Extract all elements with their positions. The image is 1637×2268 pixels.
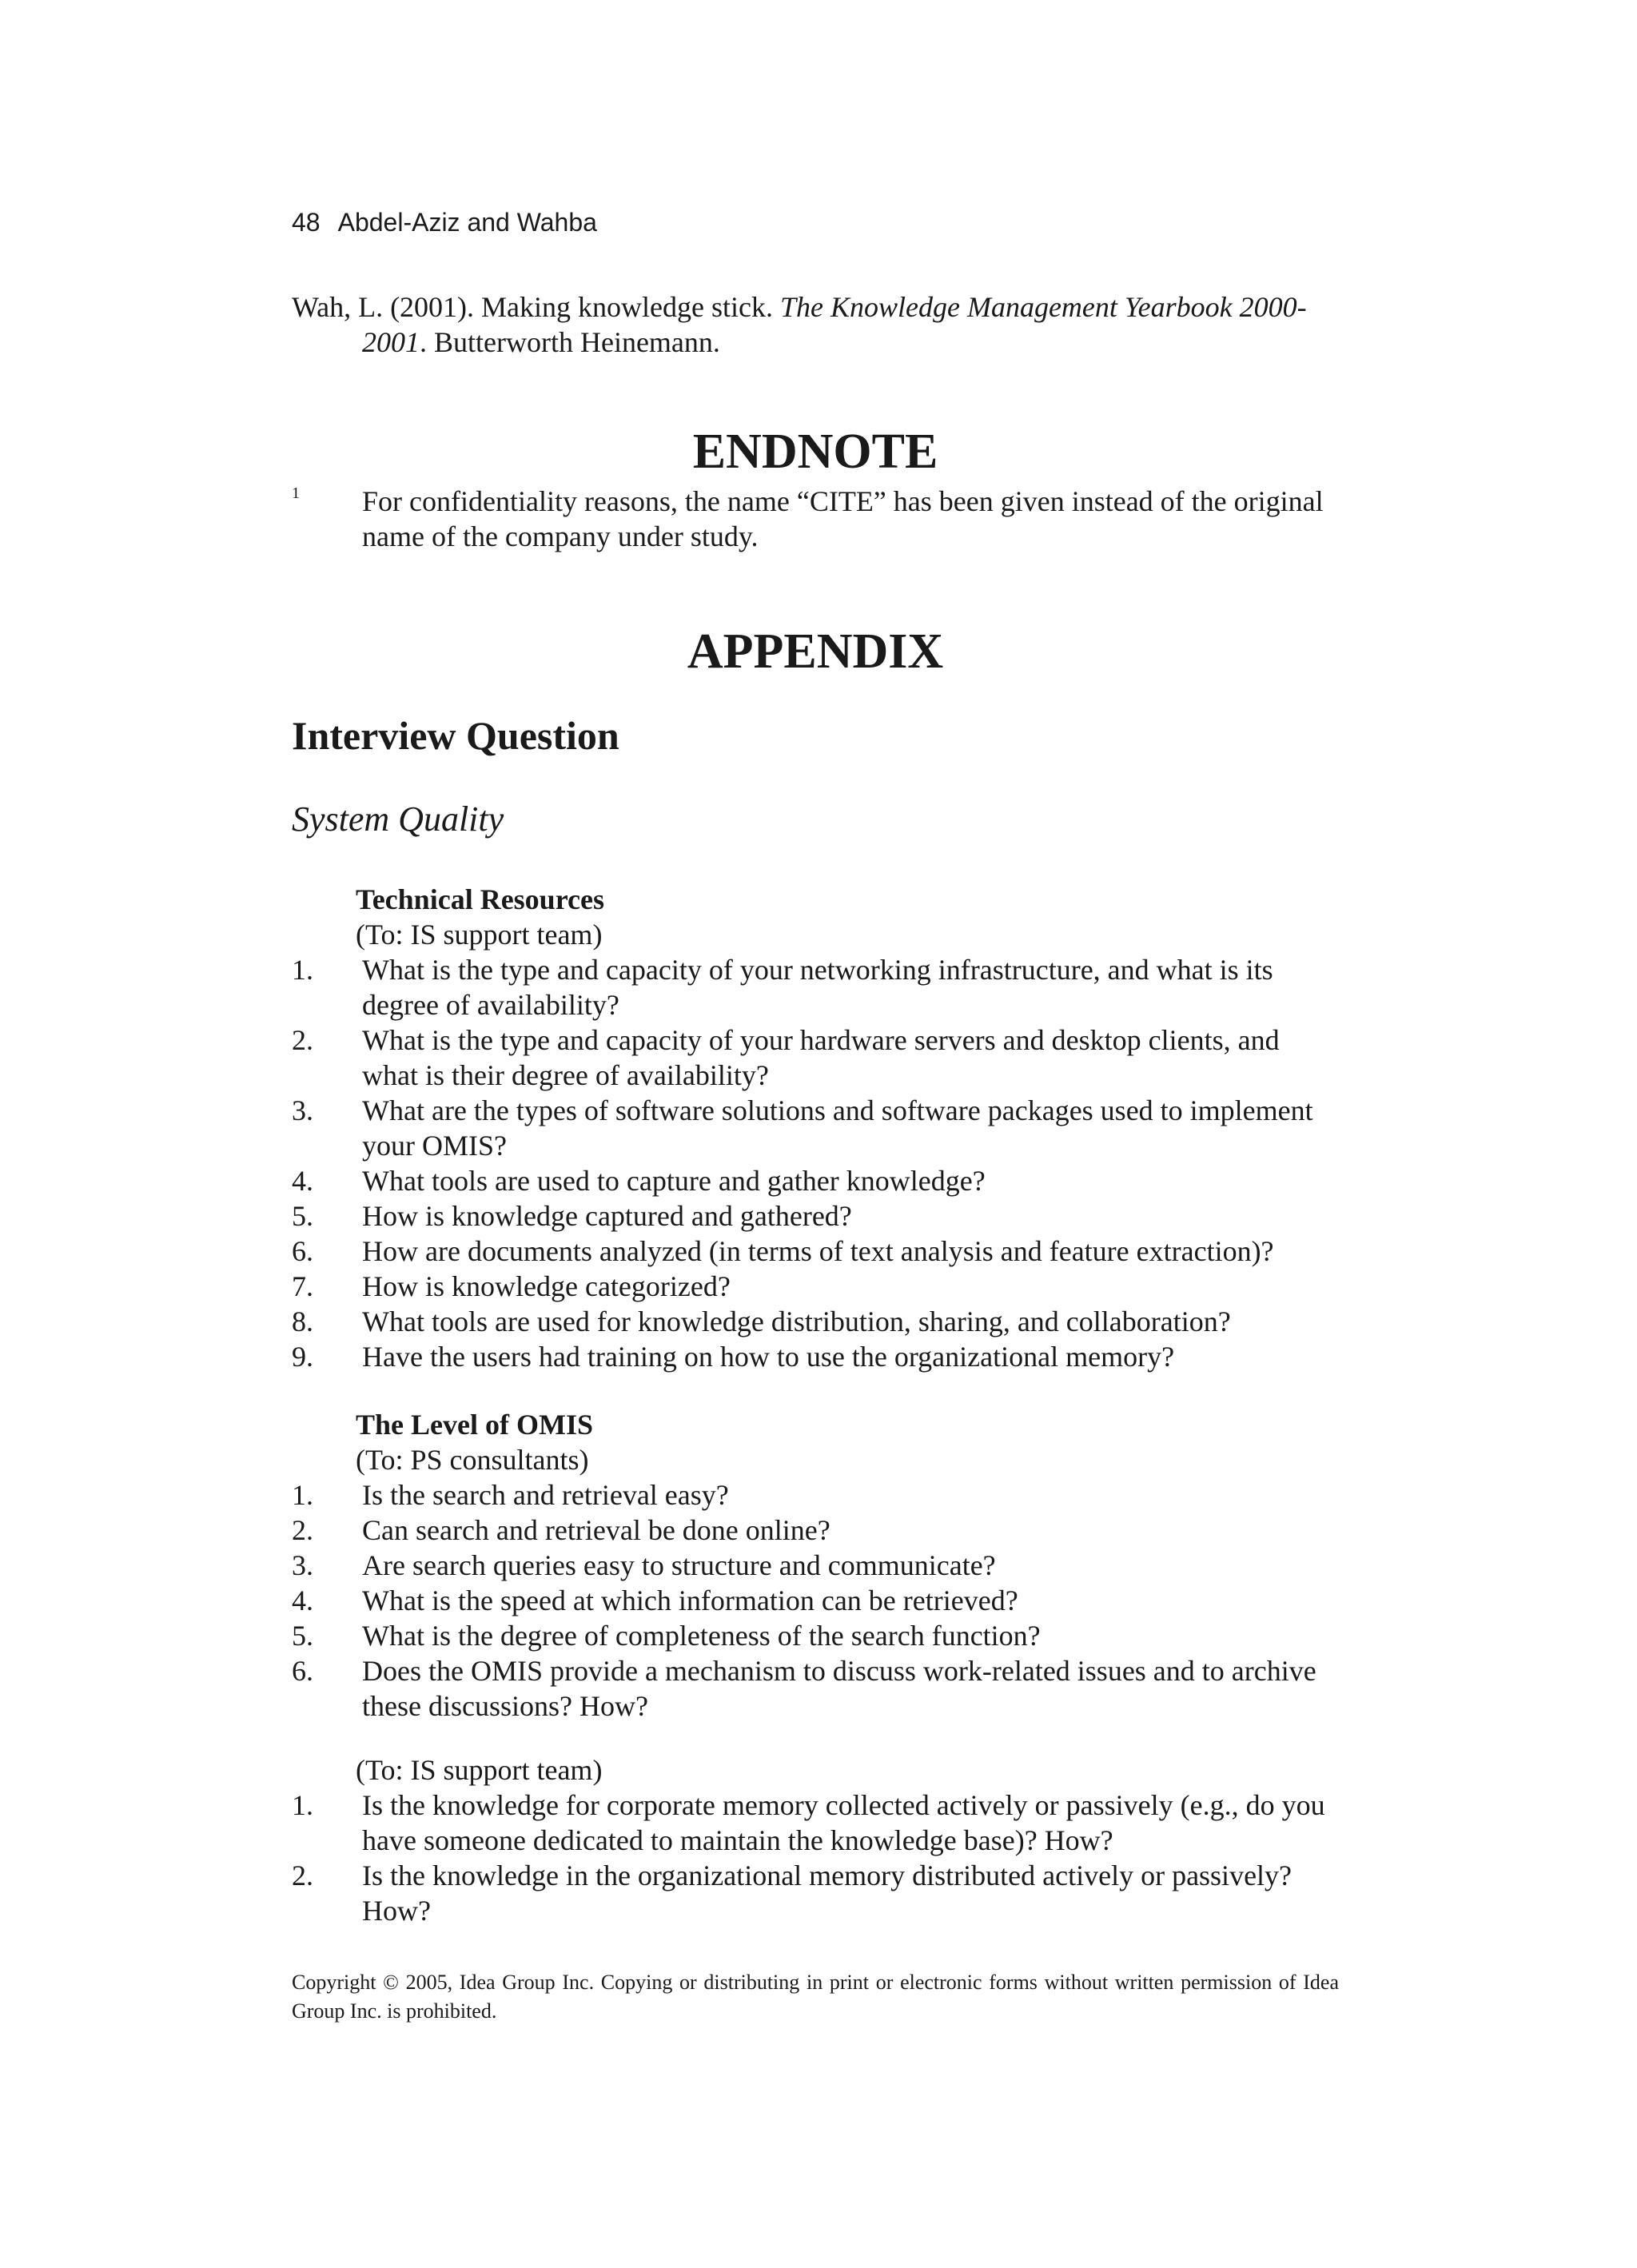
reference-entry bbox=[292, 289, 1339, 360]
list-item: 2. What is the type and capacity of your hardware servers and desktop clients, and what is their degree of availability? bbox=[292, 1024, 1280, 1091]
list-item: 3. What are the types of software solutions and software packages used to implement your OMIS? bbox=[292, 1094, 1313, 1162]
section-audience: (To: PS consultants) bbox=[356, 1444, 589, 1476]
section-audience: (To: IS support team) bbox=[356, 1754, 603, 1786]
endnote bbox=[292, 484, 1339, 554]
section-title: Technical Resources bbox=[356, 883, 604, 915]
reference-source-cont: 2001 bbox=[362, 326, 420, 358]
list-item: 1. What is the type and capacity of your networking infrastructure, and what is its degree of availability? bbox=[292, 954, 1273, 1021]
interview-question-heading: Interview Question bbox=[292, 713, 619, 758]
list-item: 2. Is the knowledge in the organizational memory distributed actively or passively? How? bbox=[292, 1859, 1292, 1927]
technical-resources-section bbox=[292, 882, 1339, 1374]
section-audience: (To: IS support team) bbox=[356, 919, 603, 951]
running-header bbox=[292, 206, 597, 238]
question-list bbox=[292, 1788, 1339, 1928]
endnote-mark: 1 bbox=[292, 484, 300, 502]
list-item: 6. How are documents analyzed (in terms of text analysis and feature extraction)? bbox=[292, 1235, 1274, 1267]
list-item: 1. Is the search and retrieval easy? bbox=[292, 1479, 729, 1511]
copyright-notice: Copyright © 2005, Idea Group Inc. Copying or distributing in print or electronic forms without written permission of Idea Group Inc. is prohibited. bbox=[292, 1971, 1339, 2023]
list-item: 5. What is the degree of completeness of the search function? bbox=[292, 1620, 1041, 1652]
section-title: The Level of OMIS bbox=[356, 1409, 593, 1441]
endnote-heading: ENDNOTE bbox=[692, 425, 938, 479]
list-item: 7. How is knowledge categorized? bbox=[292, 1270, 731, 1302]
list-item: 1. Is the knowledge for corporate memory collected actively or passively (e.g., do you have someone dedicated to maintain the knowledge base)? How? bbox=[292, 1789, 1325, 1856]
level-of-omis-section bbox=[292, 1407, 1339, 1724]
list-item: 8. What tools are used for knowledge distribution, sharing, and collaboration? bbox=[292, 1305, 1231, 1337]
list-item: 6. Does the OMIS provide a mechanism to discuss work-related issues and to archive these discussions? How? bbox=[292, 1655, 1316, 1722]
list-item: 5. How is knowledge captured and gathered? bbox=[292, 1200, 852, 1232]
endnote-text: For confidentiality reasons, the name “CITE” has been given instead of the original name of the company under study. bbox=[362, 485, 1324, 552]
reference-publisher: . Butterworth Heinemann. bbox=[420, 326, 720, 358]
is-support-section bbox=[292, 1752, 1339, 1928]
appendix-heading: APPENDIX bbox=[687, 624, 944, 679]
list-item: 3. Are search queries easy to structure and communicate? bbox=[292, 1549, 996, 1581]
reference-source: The Knowledge Management Yearbook 2000- bbox=[779, 291, 1307, 323]
list-item: 4. What is the speed at which information can be retrieved? bbox=[292, 1584, 1018, 1616]
reference-authors: Wah, L. (2001). Making knowledge stick. bbox=[292, 291, 773, 323]
running-header-authors: Abdel-Aziz and Wahba bbox=[337, 208, 597, 237]
list-item: 2. Can search and retrieval be done online? bbox=[292, 1514, 830, 1546]
list-item: 4. What tools are used to capture and gather knowledge? bbox=[292, 1165, 986, 1197]
page-number: 48 bbox=[292, 208, 321, 237]
question-list bbox=[292, 1477, 1339, 1724]
list-item: 9. Have the users had training on how to use the organizational memory? bbox=[292, 1341, 1175, 1373]
question-list bbox=[292, 952, 1339, 1374]
system-quality-heading: System Quality bbox=[292, 799, 504, 839]
